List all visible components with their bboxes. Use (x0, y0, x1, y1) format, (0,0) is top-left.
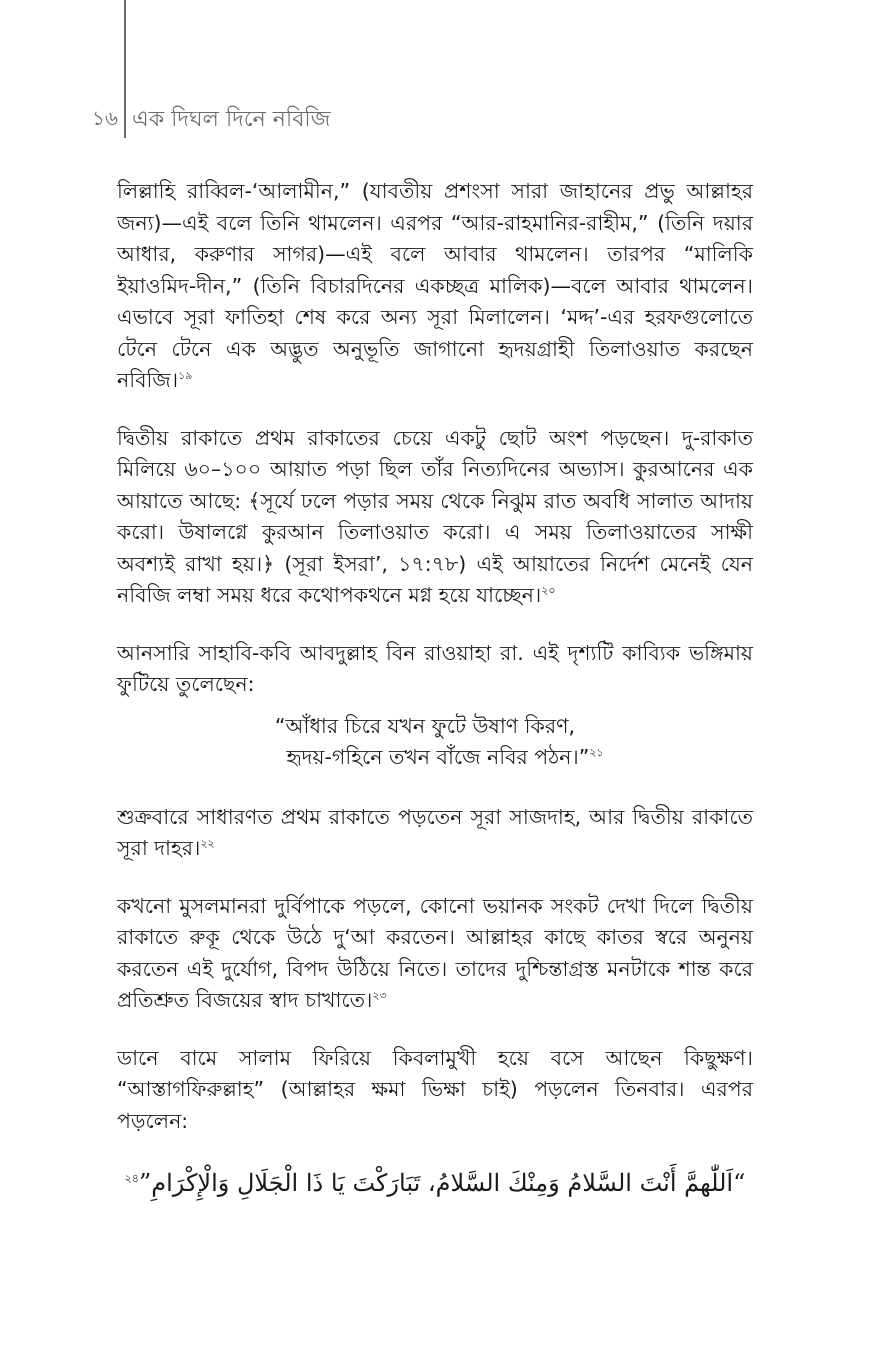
footnote-ref-22: ২২ (200, 837, 215, 851)
paragraph-3 (117, 638, 753, 701)
paragraph-4 (117, 802, 753, 865)
footnote-ref-24: ২৪ (124, 1172, 139, 1185)
paragraph-6-text: ডানে বামে সালাম ফিরিয়ে কিবলামুখী হয়ে বসে আছেন কিছুক্ষণ। “আস্তাগফিরুল্লাহ” (আল্লাহর ক্ষমা ভিক্ষা চাই) পড়লেন তিনবার। এরপর পড়লেন: (117, 1045, 753, 1133)
footnote-ref-23: ২৩ (372, 989, 387, 1003)
arabic-dua-text: “اَللّٰهمَّ أَنْتَ السَّلامُ وَمِنْكَ السَّلامُ، تَبَارَكْتَ يَا ذَا الْجَلَالِ وَالْإِكْرَامِ” (138, 1169, 746, 1197)
poem-line-2-text: হৃদয়-গহিনে তখন বাঁজে নবির পঠন।” (286, 745, 590, 769)
paragraph-2-text: দ্বিতীয় রাকাতে প্রথম রাকাতের চেয়ে একটু ছোট অংশ পড়ছেন। দু-রাকাত মিলিয়ে ৬০–১০০ আয়াত পড়া ছিল তাঁর নিত্যদিনের অভ্যাস। কুরআনের এক আয়াতে আছে: ﴾সূর্যে ঢলে পড়ার সময় থেকে নিঝুম রাত অবধি সালাত আদায় করো। উষালগ্নে কুরআন তিলাওয়াত করো। এ সময় তিলাওয়াতের সাক্ষী অবশ্যই রাখা হয়।﴿ (সূরা ইসরা’, ১৭:৭৮) এই আয়াতের নির্দেশ মেনেই যেন নবিজি লম্বা সময় ধরে কথোপকথনে মগ্ন হয়ে যাচ্ছেন। (117, 425, 753, 607)
paragraph-2 (117, 423, 753, 612)
poem-line-2 (117, 742, 753, 774)
paragraph-5 (117, 891, 753, 1017)
footnote-ref-19: ১৯ (178, 369, 193, 383)
paragraph-3-text: আনসারি সাহাবি-কবি আবদুল্লাহ বিন রাওয়াহা রা. এই দৃশ্যটি কাব্যিক ভঙ্গিমায় ফুটিয়ে তুলেছেন: (117, 640, 753, 696)
arabic-dua (117, 1163, 753, 1203)
poem-line-1: “আঁধার চিরে যখন ফুটে উষাণ কিরণ, (274, 713, 576, 738)
running-header (88, 100, 330, 140)
book-title: এক দিঘল দিনে নবিজি (132, 106, 331, 132)
page-body (117, 176, 753, 1203)
footnote-ref-21: ২১ (589, 746, 604, 760)
page-number: ১৬ (92, 105, 118, 130)
poem-quote (117, 711, 753, 774)
paragraph-4-text: শুক্রবারে সাধারণত প্রথম রাকাতে পড়তেন সূরা সাজদাহ, আর দ্বিতীয় রাকাতে সূরা দাহর। (117, 804, 753, 860)
footnote-ref-20: ২০ (541, 584, 556, 598)
paragraph-6 (117, 1043, 753, 1138)
paragraph-1 (117, 176, 753, 397)
paragraph-5-text: কখনো মুসলমানরা দুর্বিপাকে পড়লে, কোনো ভয়ানক সংকট দেখা দিলে দ্বিতীয় রাকাতে রুকূ থেকে উঠে দু‘আ করতেন। আল্লাহর কাছে কাতর স্বরে অনুনয় করতেন এই দুর্যোগ, বিপদ উঠিয়ে নিতে। তাদের দুশ্চিন্তাগ্রস্ত মনটাকে শান্ত করে প্রতিশ্রুত বিজয়ের স্বাদ চাখাতে। (117, 893, 753, 1012)
paragraph-1-text: লিল্লাহি রাব্বিল-‘আলামীন,” (যাবতীয় প্রশংসা সারা জাহানের প্রভু আল্লাহর জন্য)—এই বলে তিনি থামলেন। এরপর “আর-রাহমানির-রাহীম,” (তিনি দয়ার আধার, করুণার সাগর)—এই বলে আবার থামলেন। তারপর “মালিকি ইয়াওমিদ-দীন,” (তিনি বিচারদিনের একচ্ছত্র মালিক)—বলে আবার থামলেন। এভাবে সূরা ফাতিহা শেষ করে অন্য সূরা মিলালেন। ‘মদ্দ’-এর হরফগুলোতে টেনে টেনে এক অদ্ভুত অনুভূতি জাগানো হৃদয়গ্রাহী তিলাওয়াত করছেন নবিজি। (117, 179, 753, 392)
